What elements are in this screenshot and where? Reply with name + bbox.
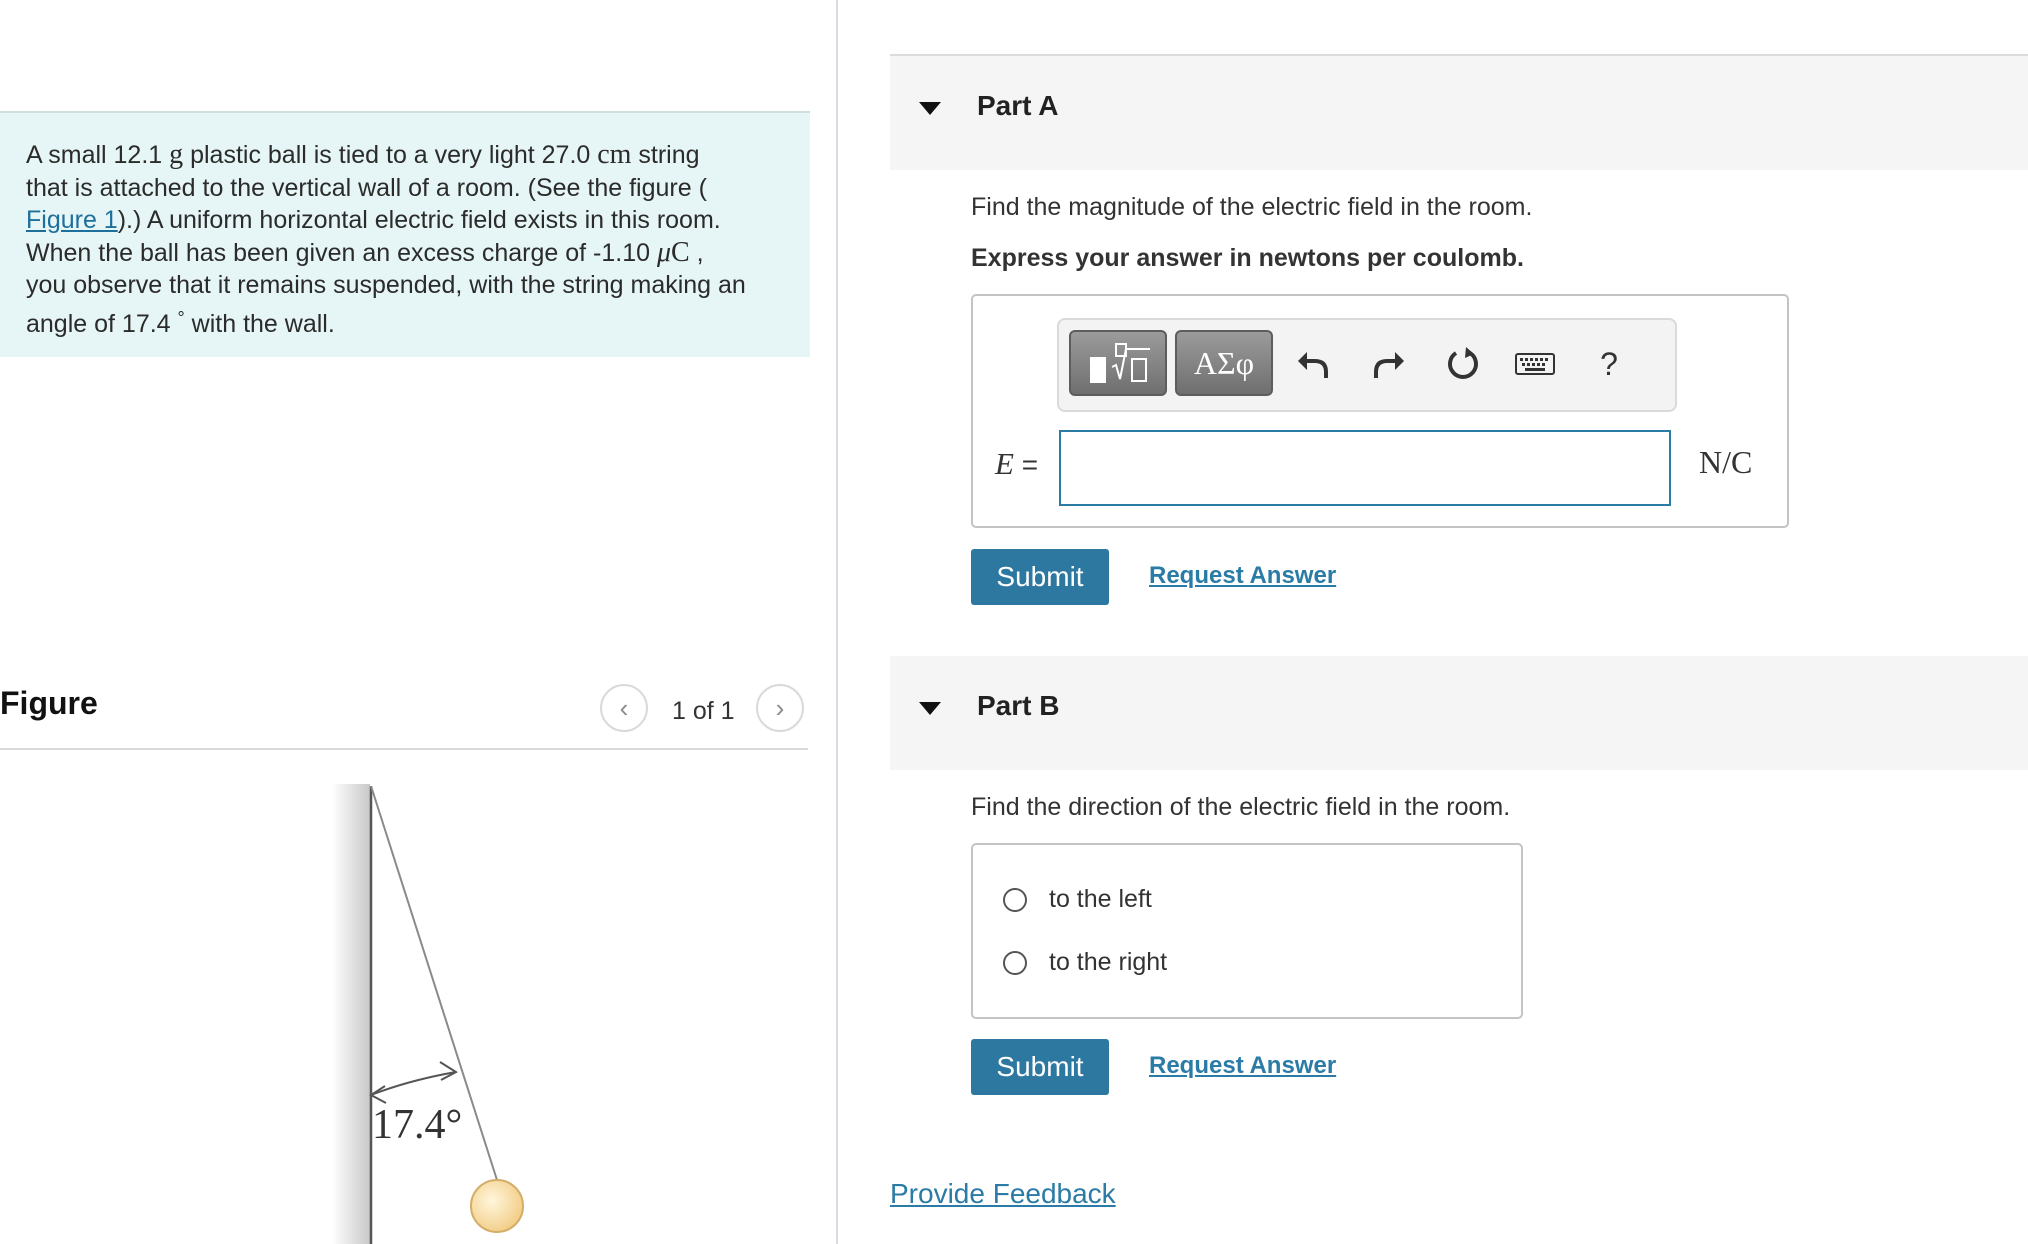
figure-image xyxy=(0,760,808,1244)
undo-icon[interactable] xyxy=(1293,344,1333,384)
answer-box xyxy=(971,294,1789,528)
answer-input[interactable] xyxy=(1059,430,1671,506)
part-b-title: Part B xyxy=(977,690,1060,721)
equals-sign: = xyxy=(1013,449,1039,480)
figure-link[interactable]: Figure 1 xyxy=(26,206,118,234)
variable-symbol: E xyxy=(995,446,1014,481)
ball xyxy=(471,1180,523,1232)
templates-icon xyxy=(1076,335,1160,391)
chevron-left-icon: ‹ xyxy=(619,692,629,723)
part-b-header[interactable] xyxy=(890,656,2028,770)
problem-text: A small 12.1 xyxy=(26,141,170,169)
choice-left[interactable] xyxy=(1003,885,1152,914)
provide-feedback-link[interactable]: Provide Feedback xyxy=(890,1178,1116,1209)
problem-text: When the ball has been given an excess charge of -1.10 xyxy=(26,238,657,267)
problem-text: , xyxy=(689,238,704,267)
choice-label: to the right xyxy=(1049,948,1168,976)
problem-text: string xyxy=(631,141,700,169)
figure-title: Figure xyxy=(0,685,98,721)
direction-choices xyxy=(971,843,1523,1019)
right-panel xyxy=(838,0,2028,1244)
angle-arc xyxy=(371,1072,456,1095)
problem-text: that is attached to the vertical wall of a room. (See the figure ( xyxy=(26,173,707,202)
keyboard-icon[interactable] xyxy=(1515,344,1555,384)
unit-label: N/C xyxy=(1699,444,1753,480)
part-b-request-answer-link[interactable]: Request Answer xyxy=(1149,1052,1337,1079)
charge-unit: C xyxy=(671,236,690,268)
choice-right[interactable] xyxy=(1003,948,1167,977)
part-a-header[interactable] xyxy=(890,56,2028,170)
reset-icon[interactable] xyxy=(1443,344,1483,384)
arc-arrow-right xyxy=(440,1062,456,1080)
figure-counter: 1 of 1 xyxy=(672,697,735,725)
problem-text: ).) A uniform horizontal electric field exists in this room. xyxy=(117,206,721,234)
radio-button[interactable] xyxy=(1003,888,1027,912)
problem-text: angle of 17.4 xyxy=(26,309,178,338)
collapse-triangle-icon[interactable] xyxy=(919,702,941,715)
left-panel xyxy=(0,0,836,1244)
choice-label: to the left xyxy=(1049,885,1152,913)
help-button[interactable]: ? xyxy=(1600,345,1618,382)
variable-label xyxy=(995,446,1038,482)
chevron-right-icon: › xyxy=(775,692,785,723)
templates-button[interactable] xyxy=(1069,330,1167,396)
part-b-question: Find the direction of the electric field in the room. xyxy=(971,793,1511,821)
figure-separator xyxy=(0,748,808,750)
part-b-submit-button[interactable]: Submit xyxy=(971,1039,1109,1095)
degree-symbol: ° xyxy=(177,307,185,328)
length-unit: cm xyxy=(597,139,632,170)
math-toolbar xyxy=(1057,318,1677,412)
charge-prefix: μ xyxy=(656,236,672,268)
part-a-submit-button[interactable]: Submit xyxy=(971,549,1109,605)
figure-next-button[interactable] xyxy=(756,684,804,732)
wall xyxy=(332,784,370,1244)
mass-unit: g xyxy=(169,139,184,170)
problem-statement xyxy=(0,111,810,357)
radio-button[interactable] xyxy=(1003,951,1027,975)
angle-label: 17.4° xyxy=(372,1102,463,1148)
part-a-instruction: Express your answer in newtons per coulomb. xyxy=(971,244,1524,272)
part-a-request-answer-link[interactable]: Request Answer xyxy=(1149,562,1337,589)
figure-prev-button[interactable] xyxy=(600,684,648,732)
problem-text: you observe that it remains suspended, with the string making an xyxy=(26,271,746,299)
part-a-title: Part A xyxy=(977,90,1059,121)
collapse-triangle-icon[interactable] xyxy=(919,102,941,115)
problem-text: with the wall. xyxy=(184,309,335,338)
redo-icon[interactable] xyxy=(1369,344,1409,384)
problem-text: plastic ball is tied to a very light 27.0 xyxy=(183,141,598,169)
greek-symbols-button[interactable]: ΑΣφ xyxy=(1175,330,1273,396)
part-a-question: Find the magnitude of the electric field in the room. xyxy=(971,193,1533,221)
arc-arrow-left xyxy=(371,1086,386,1103)
